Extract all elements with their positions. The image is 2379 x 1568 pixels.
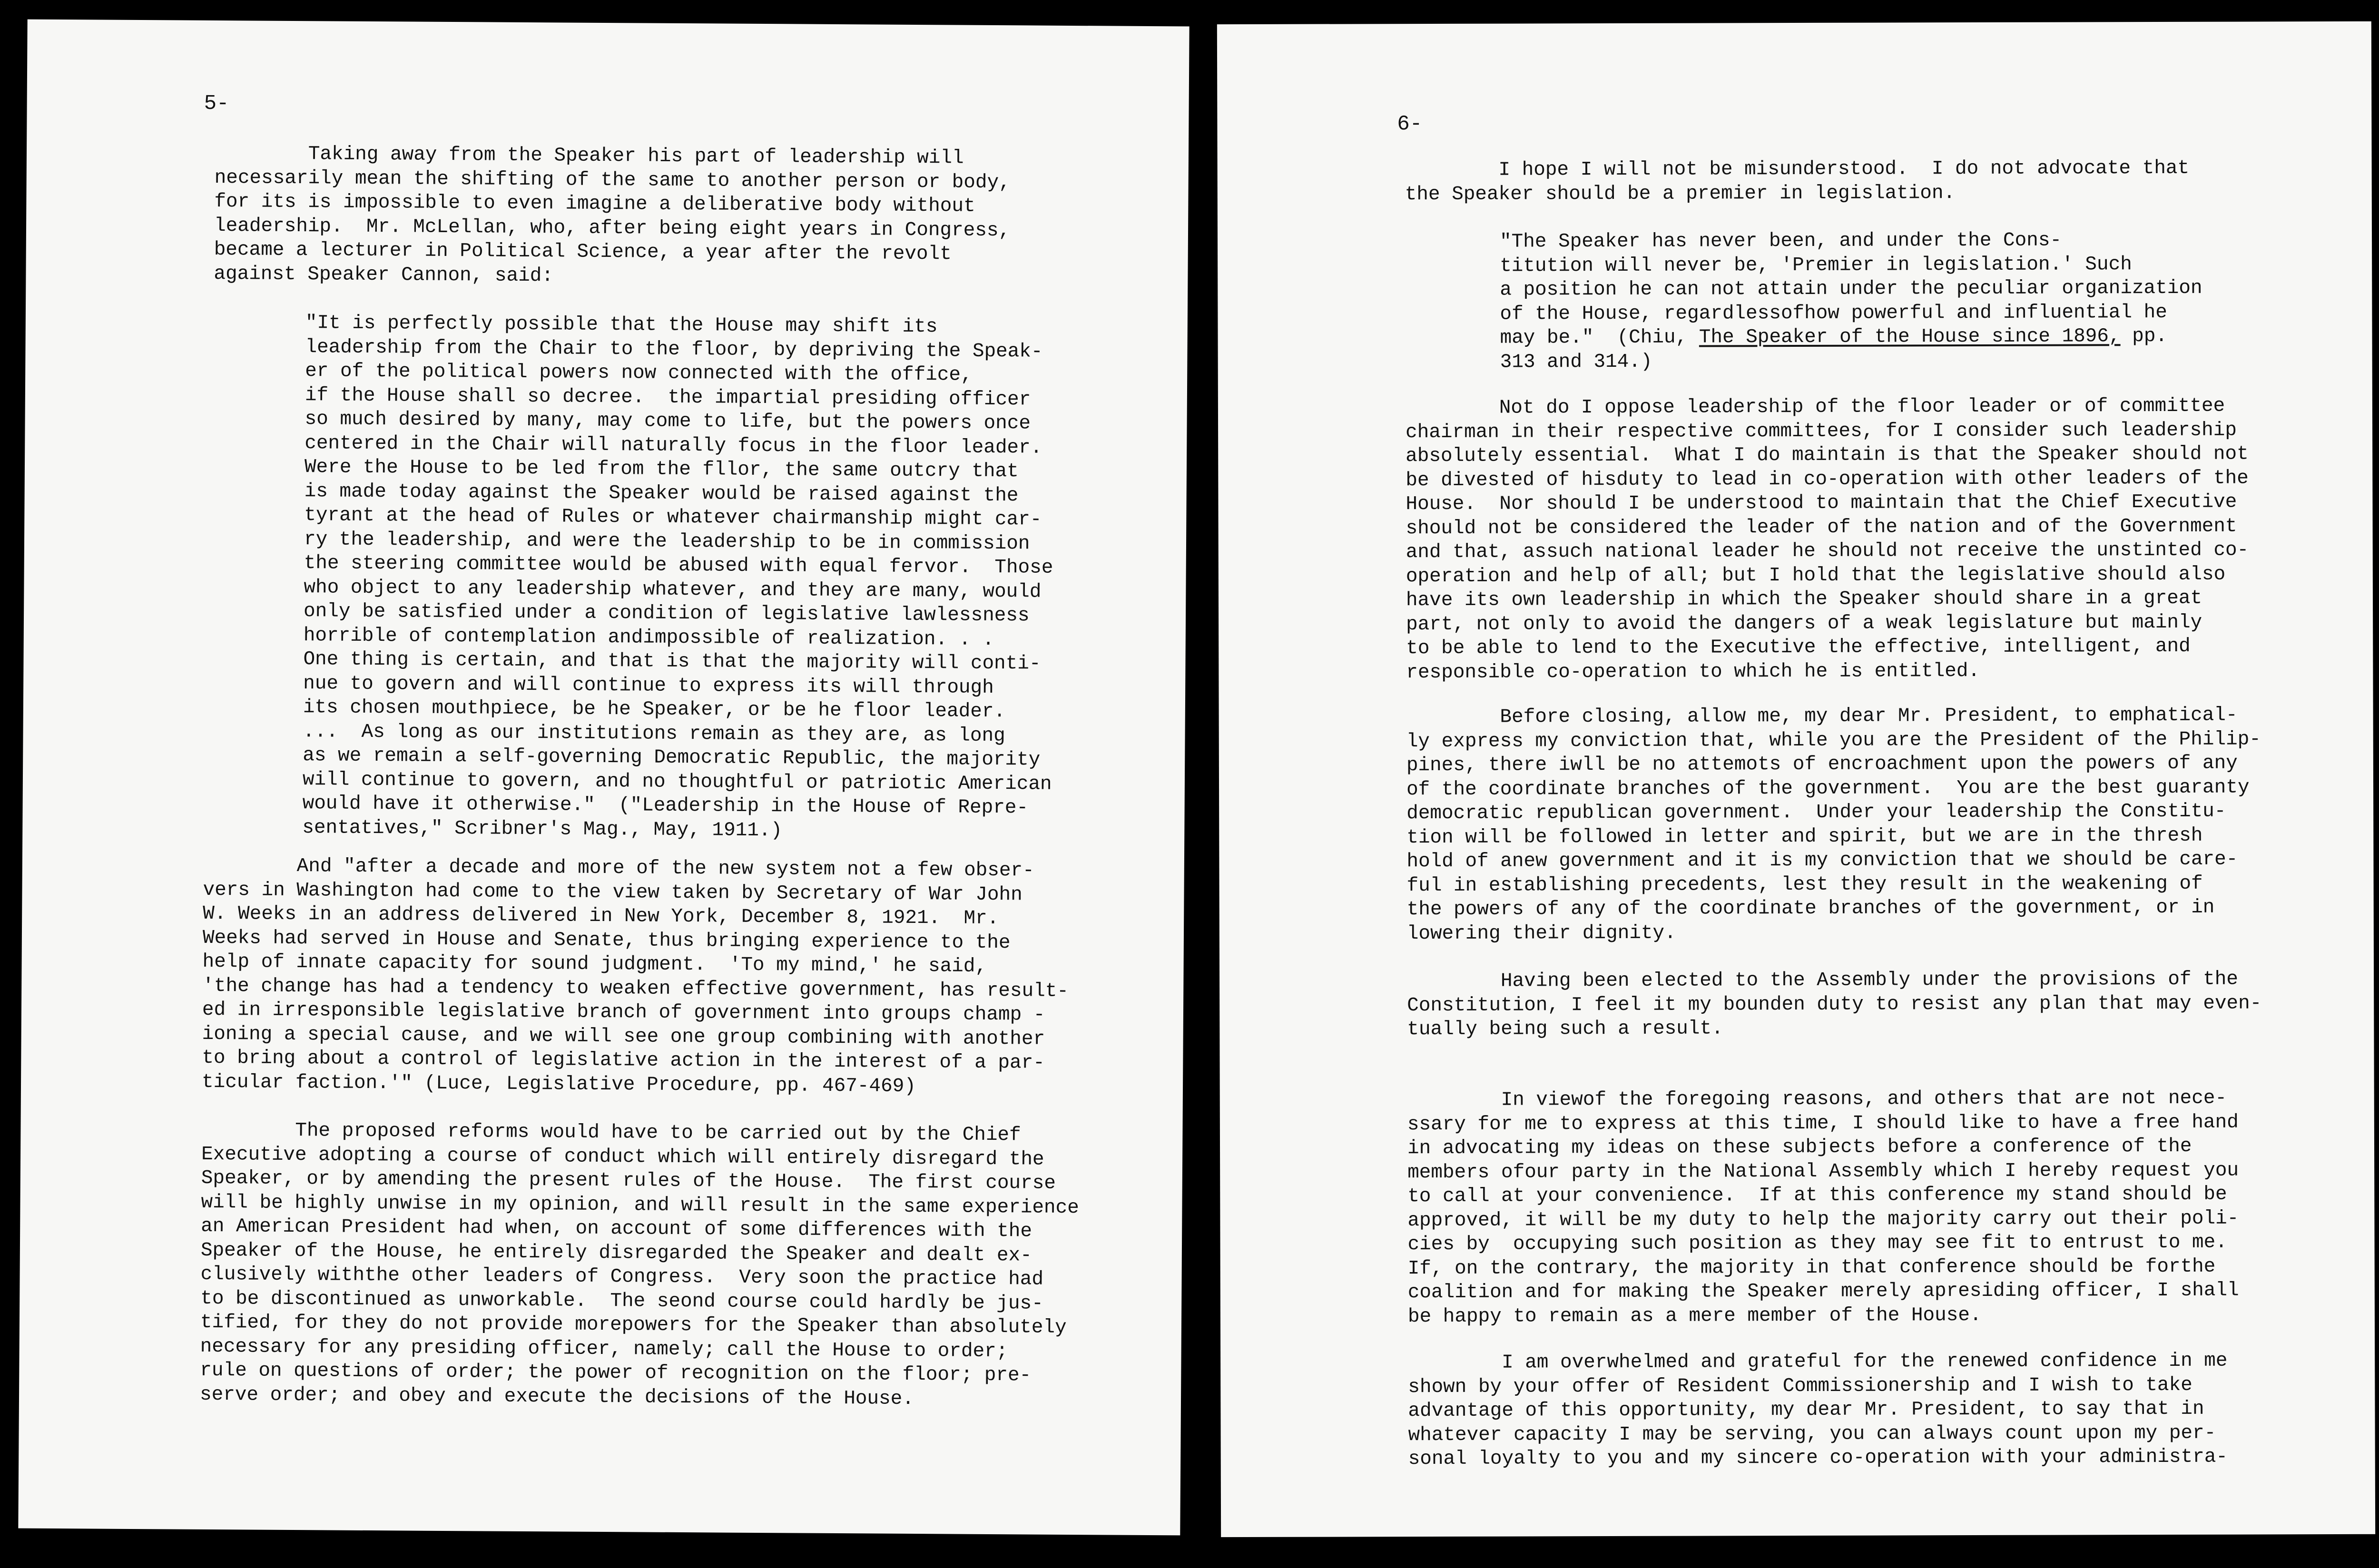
- text-line: whatever capacity I may be serving, you can always count upon my per-: [1408, 1422, 2216, 1446]
- quote-line: a position he can not attain under the peculiar organization: [1500, 277, 2202, 301]
- page-number: 6-: [1397, 112, 1423, 137]
- text-line: ssary for me to express at this time, I should like to have a free hand: [1407, 1111, 2239, 1136]
- paragraph-after-a-decade: [202, 854, 1070, 1099]
- text-line: I hope I will not be misunderstood. I do not advocate that: [1405, 157, 2190, 182]
- text-line: I am overwhelmed and grateful for the renewed confidence in me: [1408, 1350, 2228, 1374]
- text-line: be divested of hisduty to lead in co-operation with other leaders of the: [1406, 467, 2249, 491]
- quote-line: would have it otherwise." ("Leadership in the House of Repre-: [302, 793, 1029, 819]
- quote-line: will continue to govern, and no thoughtful or patriotic American: [302, 768, 1052, 795]
- quote-line: "The Speaker has never been, and under the Cons-: [1499, 229, 2062, 253]
- text-line: responsible co-operation to which he is entitled.: [1406, 660, 1980, 684]
- text-line: coalition and for making the Speaker merely apresiding officer, I shall: [1407, 1279, 2239, 1304]
- text-line: tually being such a result.: [1407, 1018, 1723, 1041]
- text-line: clusively withthe other leaders of Congress. Very soon the practice had: [200, 1263, 1044, 1291]
- text-line: Speaker, or by amending the present rules of the House. The first course: [201, 1167, 1056, 1195]
- paragraph-floor-leader: [1406, 394, 2249, 685]
- quote-line: its chosen mouthpiece, be he Speaker, or be he floor leader.: [303, 696, 1006, 723]
- text-line: be happy to remain as a mere member of the House.: [1407, 1304, 1982, 1328]
- quote-line: only be satisfied under a condition of legislative lawlessness: [303, 600, 1030, 627]
- quote-line: may be." (Chiu, The Speaker of the House since 1896, pp.: [1500, 325, 2168, 349]
- text-line: Executive adopting a course of conduct which will entirely disregard the: [201, 1143, 1044, 1171]
- quote-line: the steering committee would be abused with equal fervor. Those: [304, 552, 1053, 579]
- text-line: Before closing, allow me, my dear Mr. President, to emphatical-: [1406, 704, 2238, 729]
- text-line: members ofour party in the National Assembly which I hereby request you: [1407, 1159, 2239, 1184]
- quote-line: tyrant at the head of Rules or whatever chairmanship might car-: [304, 504, 1042, 531]
- text-line: leadership. Mr. McLellan, who, after being eight years in Congress,: [214, 215, 1011, 242]
- text-line: became a lecturer in Political Science, a year after the revolt: [214, 238, 952, 265]
- text-line: approved, it will be my duty to help the majority carry out their poli-: [1407, 1207, 2239, 1232]
- text-line: tified, for they do not provide morepowers for the Speaker than absolutely: [200, 1311, 1067, 1339]
- text-line: help of innate capacity for sound judgment. 'To my mind,' he said,: [202, 951, 987, 978]
- text-line: the powers of any of the coordinate branches of the government, or in: [1406, 896, 2215, 921]
- text-line: W. Weeks in an address delivered in New York, December 8, 1921. Mr.: [203, 902, 999, 930]
- text-line: in advocating my ideas on these subjects before a conference of the: [1407, 1135, 2192, 1160]
- text-line: ful in establishing precedents, lest they result in the weakening of: [1406, 872, 2203, 897]
- paragraph-overwhelmed: [1408, 1349, 2228, 1471]
- quote-line: who object to any leadership whatever, and they are many, would: [304, 576, 1042, 603]
- text-line: to call at your convenience. If at this conference my stand should be: [1407, 1183, 2227, 1208]
- text-line: rule on questions of order; the power of recognition on the floor; pre-: [200, 1359, 1032, 1387]
- text-line: ed in irresponsible legislative branch of government into groups champ -: [202, 999, 1045, 1026]
- text-line: pines, there iwll be no attemots of encroachment upon the powers of any: [1406, 752, 2238, 777]
- quote-line: ... As long as our institutions remain as they are, as long: [303, 720, 1005, 747]
- text-line: Speaker of the House, he entirely disregarded the Speaker and dealt ex-: [200, 1239, 1032, 1267]
- text-line: Taking away from the Speaker his part of leadership will: [214, 142, 964, 169]
- quote-line: centered in the Chair will naturally focus in the floor leader.: [305, 432, 1042, 459]
- text-line: the Speaker should be a premier in legislation.: [1405, 182, 1956, 206]
- quote-line: titution will never be, 'Premier in legislation.' Such: [1500, 253, 2132, 277]
- paragraph-proposed-reforms: [200, 1118, 1080, 1412]
- text-line: cies by occupying such position as they may see fit to entrust to me.: [1407, 1231, 2227, 1256]
- text-line: Having been elected to the Assembly under the provisions of the: [1407, 968, 2239, 993]
- text-line: and that, assuch national leader he should not receive the unstinted co-: [1406, 539, 2249, 564]
- page-number: 5-: [204, 91, 229, 116]
- text-line: 'the change has had a tendency to weaken effective government, has result-: [202, 975, 1069, 1002]
- text-line: operation and help of all; but I hold that the legislative should also: [1406, 563, 2226, 588]
- paragraph-taking-away: [214, 142, 1011, 291]
- quote-line: if the House shall so decree. the impartial presiding officer: [305, 384, 1031, 411]
- quote-line: nue to govern and will continue to express its will through: [303, 672, 994, 699]
- quote-line: as we remain a self-governing Democratic Republic, the majority: [303, 745, 1041, 771]
- quote-line: leadership from the Chair to the floor, by depriving the Speak-: [305, 336, 1043, 363]
- text-line: democratic republican government. Under your leadership the Constitu-: [1406, 800, 2226, 825]
- paragraph-before-closing: [1406, 703, 2261, 946]
- text-line: tion will be followed in letter and spirit, but we are in the thresh: [1406, 824, 2203, 849]
- text-line: for its is impossible to even imagine a deliberative body without: [214, 190, 975, 217]
- block-quote-mclellan: [302, 311, 1054, 844]
- text-line: ticular faction.'" (Luce, Legislative Procedure, pp. 467-469): [201, 1071, 916, 1098]
- text-line: against Speaker Cannon, said:: [214, 263, 554, 287]
- text-line: absolutely essential. What I do maintain is that the Speaker should not: [1406, 443, 2249, 468]
- text-line: sonal loyalty to you and my sincere co-operation with your administra-: [1408, 1446, 2228, 1470]
- typed-page-5: [18, 20, 1189, 1536]
- text-line: necessarily mean the shifting of the same to another person or body,: [214, 167, 1011, 194]
- quote-line: 313 and 314.): [1500, 351, 1652, 373]
- text-line: serve order; and obey and execute the decisions of the House.: [199, 1383, 914, 1410]
- quote-line: ry the leadership, and were the leadership to be in commission: [304, 528, 1030, 555]
- paragraph-having-been-elected: [1407, 967, 2261, 1041]
- quote-line: "It is perfectly possible that the House may shift its: [305, 312, 938, 338]
- text-line: The proposed reforms would have to be carried out by the Chief: [201, 1119, 1021, 1147]
- text-line: to be able to lend to the Executive the effective, intelligent, and: [1406, 635, 2191, 660]
- text-line: ly express my conviction that, while you are the President of the Philip-: [1406, 728, 2261, 753]
- paragraph-in-view-of: [1407, 1087, 2239, 1329]
- quote-line: horrible of contemplation andimpossible of realization. . .: [303, 624, 994, 651]
- text-line: necessary for any presiding officer, namely; call the House to order;: [200, 1335, 1008, 1362]
- text-line: advantage of this opportunity, my dear Mr. President, to say that in: [1408, 1398, 2204, 1422]
- text-line: will be highly unwise in my opinion, and will result in the same experience: [201, 1191, 1079, 1219]
- text-line: an American President had when, on account of some differences with the: [201, 1215, 1032, 1243]
- text-line: part, not only to avoid the dangers of a weak legislature but mainly: [1406, 611, 2202, 636]
- text-line: In viewof the foregoing reasons, and others that are not nece-: [1407, 1087, 2227, 1112]
- text-line: If, on the contrary, the majority in that conference should be forthe: [1407, 1255, 2216, 1280]
- block-quote-chiu: [1500, 228, 2202, 374]
- quote-line: of the House, regardlessofhow powerful and influential he: [1500, 301, 2167, 325]
- text-line: lowering their dignity.: [1406, 922, 1676, 945]
- quote-line: sentatives," Scribner's Mag., May, 1911.): [302, 816, 783, 842]
- text-line: should not be considered the leader of the nation and of the Government: [1406, 515, 2237, 539]
- text-line: Weeks had served in House and Senate, thus bringing experience to the: [202, 927, 1011, 954]
- text-line: to be discontinued as unworkable. The seond course could hardly be jus-: [200, 1287, 1043, 1315]
- text-line: Constitution, I feel it my bounden duty to resist any plan that may even-: [1407, 992, 2262, 1017]
- text-line: vers in Washington had come to the view taken by Secretary of War John: [203, 879, 1022, 906]
- text-line: have its own leadership in which the Speaker should share in a great: [1406, 587, 2202, 612]
- text-line: chairman in their respective committees, for I consider such leadership: [1406, 419, 2237, 443]
- text-line: shown by your offer of Resident Commissionership and I wish to take: [1408, 1374, 2192, 1398]
- book-title: The Speaker of the House since 1896,: [1699, 325, 2121, 349]
- text-line: Not do I oppose leadership of the floor leader or of committee: [1405, 395, 2225, 420]
- typed-page-6: [1217, 21, 2375, 1537]
- quote-line: er of the political powers now connected with the office,: [305, 360, 973, 386]
- quote-line: Were the House to be led from the fllor, the same outcry that: [304, 456, 1019, 483]
- text-line: And "after a decade and more of the new system not a few obser-: [203, 854, 1034, 882]
- text-line: to bring about a control of legislative action in the interest of a par-: [202, 1047, 1045, 1074]
- quote-line: so much desired by many, may come to life, but the powers once: [305, 408, 1031, 435]
- text-line: hold of anew government and it is my conviction that we should be care-: [1406, 848, 2238, 873]
- quote-line: is made today against the Speaker would be raised against the: [304, 480, 1019, 507]
- paragraph-misunderstood: [1405, 157, 2190, 206]
- text-line: House. Nor should I be understood to maintain that the Chief Executive: [1406, 491, 2237, 516]
- quote-line: One thing is certain, and that is that the majority will conti-: [303, 648, 1041, 675]
- text-line: of the coordinate branches of the government. You are the best guaranty: [1406, 776, 2250, 801]
- text-line: ioning a special cause, and we will see one group combining with another: [202, 1023, 1045, 1050]
